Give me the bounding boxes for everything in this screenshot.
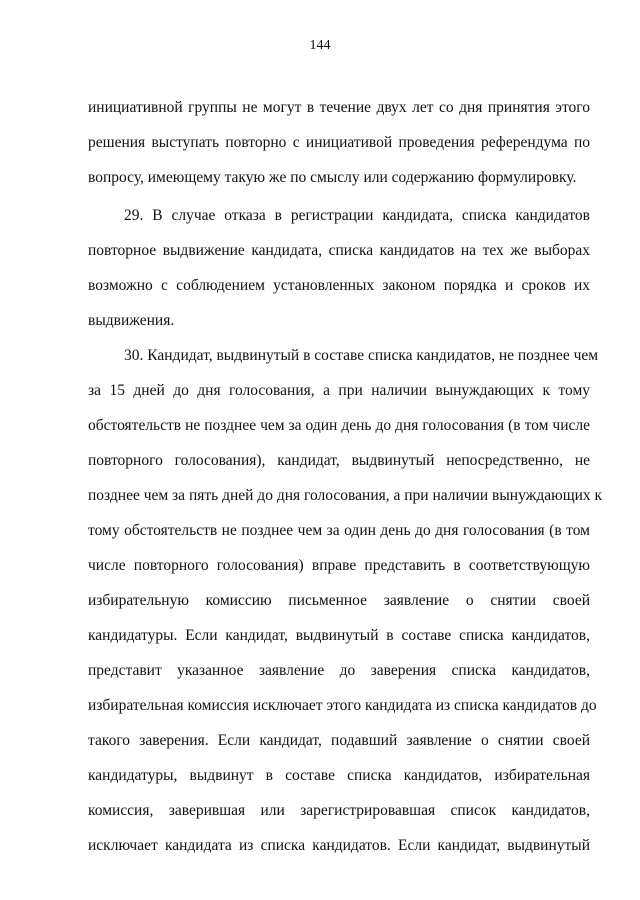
text-line: числе повторного голосования) вправе представить в соответствующую [88, 557, 590, 574]
paragraph-referendum-initiative [88, 90, 590, 195]
paragraph-30 [88, 338, 603, 863]
text-line: кандидатуры. Если кандидат, выдвинутый в составе списка кандидатов, [88, 627, 590, 644]
text-line: повторного голосования), кандидат, выдвинутый непосредственно, не [88, 452, 590, 469]
text-line: обстоятельств не позднее чем за один день до дня голосования (в том числе [88, 417, 590, 434]
text-line: такого заверения. Если кандидат, подавший заявление о снятии своей [88, 732, 590, 749]
text-line: за 15 дней до дня голосования, а при наличии вынуждающих к тому [88, 382, 590, 399]
text-line: 30. Кандидат, выдвинутый в составе списка кандидатов, не позднее чем [124, 347, 599, 364]
text-line: кандидатуры, выдвинут в составе списка кандидатов, избирательная [88, 767, 590, 784]
text-line: тому обстоятельств не позднее чем за один день до дня голосования (в том [88, 522, 590, 539]
text-line: решения выступать повторно с инициативой проведения референдума по [88, 134, 590, 151]
text-line: выдвижения. [88, 312, 175, 329]
text-line: возможно с соблюдением установленных законом порядка и сроков их [88, 277, 590, 294]
text-line: комиссия, заверившая или зарегистрировавшая список кандидатов, [88, 802, 590, 819]
text-line: исключает кандидата из списка кандидатов. Если кандидат, выдвинутый [88, 837, 590, 854]
text-line: инициативной группы не могут в течение двух лет со дня принятия этого [88, 99, 590, 116]
text-line: повторное выдвижение кандидата, списка кандидатов на тех же выборах [88, 242, 590, 259]
paragraph-29 [88, 198, 590, 338]
page-number: 144 [309, 38, 331, 53]
text-line: позднее чем за пять дней до дня голосования, а при наличии вынуждающих к [88, 487, 603, 504]
text-line: избирательную комиссию письменное заявление о снятии своей [88, 592, 590, 609]
text-line: представит указанное заявление до заверения списка кандидатов, [88, 662, 590, 679]
text-line: 29. В случае отказа в регистрации кандидата, списка кандидатов [124, 207, 590, 224]
text-line: вопросу, имеющему такую же по смыслу или содержанию формулировку. [88, 169, 577, 186]
text-line: избирательная комиссия исключает этого кандидата из списка кандидатов до [88, 697, 597, 714]
